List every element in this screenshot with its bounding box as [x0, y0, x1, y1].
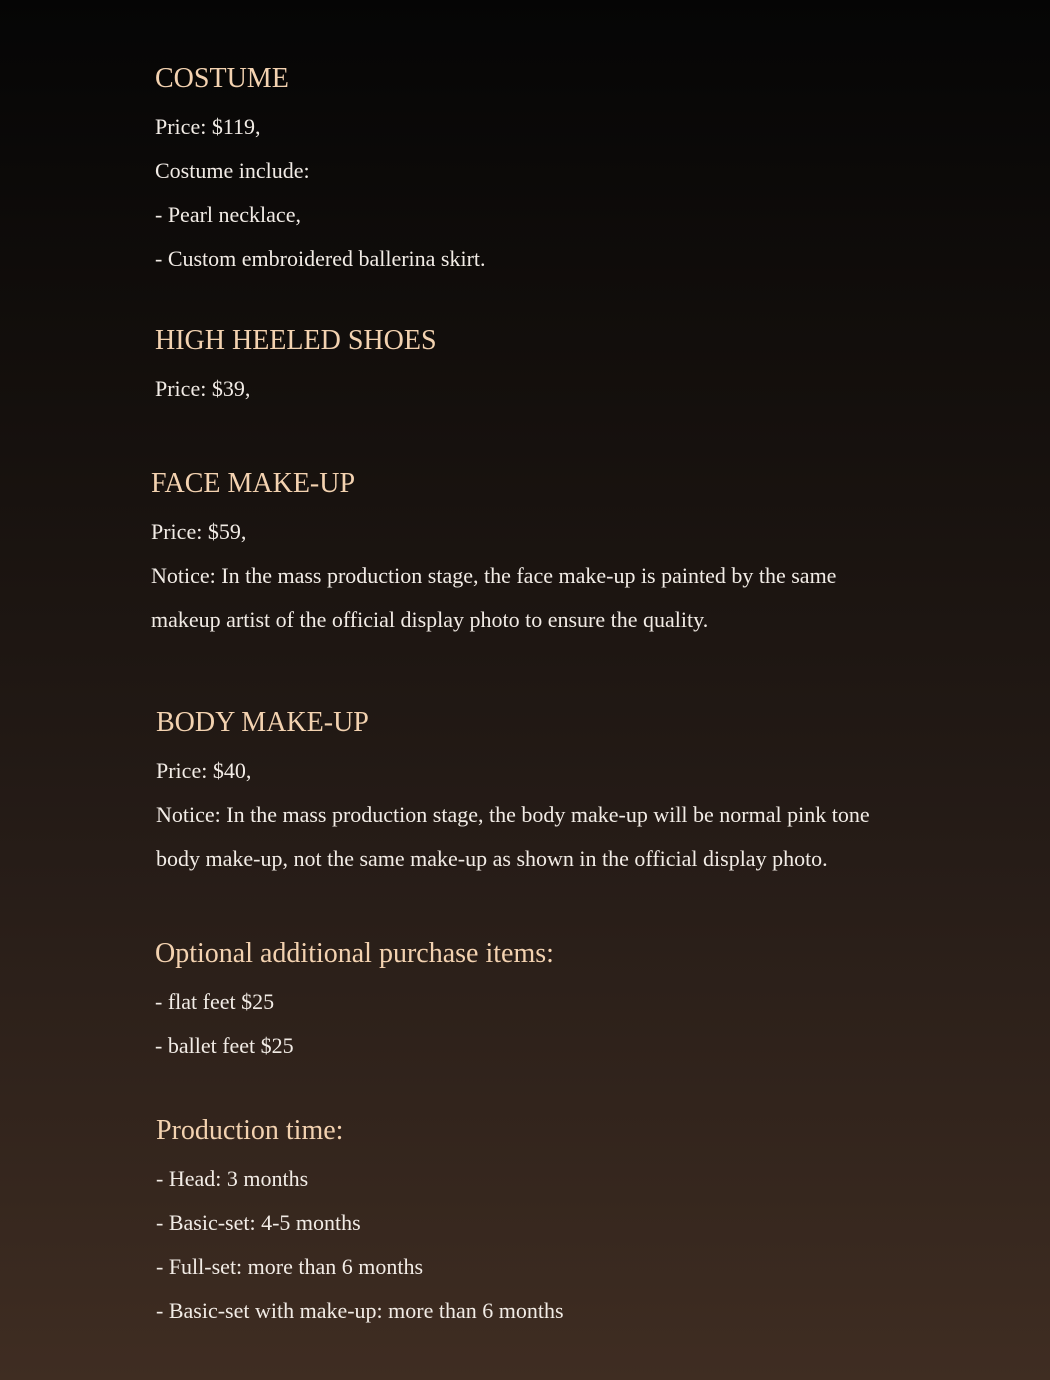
body-makeup-section — [156, 706, 870, 881]
costume-item-skirt: - Custom embroidered ballerina skirt. — [155, 246, 486, 271]
shoes-price: Price: $39, — [155, 376, 251, 401]
face-makeup-section — [151, 467, 836, 642]
costume-section — [155, 62, 486, 281]
production-full-set: - Full-set: more than 6 months — [156, 1254, 424, 1279]
optional-items-section — [155, 937, 554, 1068]
optional-item-flat-feet: - flat feet $25 — [155, 989, 275, 1014]
costume-include-label: Costume include: — [155, 158, 310, 183]
costume-price: Price: $119, — [155, 114, 261, 139]
optional-items-heading: Optional additional purchase items: — [155, 938, 554, 969]
shoes-section — [155, 324, 437, 411]
production-basic-set: - Basic-set: 4-5 months — [156, 1210, 361, 1235]
face-makeup-notice-line-1: Notice: In the mass production stage, the face make-up is painted by the same — [151, 563, 837, 588]
production-time-section — [156, 1114, 564, 1333]
body-makeup-notice-line-1: Notice: In the mass production stage, the body make-up will be normal pink tone — [156, 802, 870, 827]
face-makeup-price: Price: $59, — [151, 519, 247, 544]
face-makeup-heading: FACE MAKE-UP — [151, 468, 356, 499]
body-makeup-price: Price: $40, — [156, 758, 252, 783]
body-makeup-notice-line-2: body make-up, not the same make-up as shown in the official display photo. — [156, 846, 828, 871]
production-head: - Head: 3 months — [156, 1166, 309, 1191]
costume-item-necklace: - Pearl necklace, — [155, 202, 301, 227]
costume-heading: COSTUME — [155, 63, 289, 94]
body-makeup-heading: BODY MAKE-UP — [156, 707, 369, 738]
optional-item-ballet-feet: - ballet feet $25 — [155, 1033, 294, 1058]
face-makeup-notice-line-2: makeup artist of the official display photo to ensure the quality. — [151, 607, 709, 632]
production-time-heading: Production time: — [156, 1115, 344, 1146]
shoes-heading: HIGH HEELED SHOES — [155, 325, 437, 356]
production-basic-set-makeup: - Basic-set with make-up: more than 6 months — [156, 1298, 564, 1323]
